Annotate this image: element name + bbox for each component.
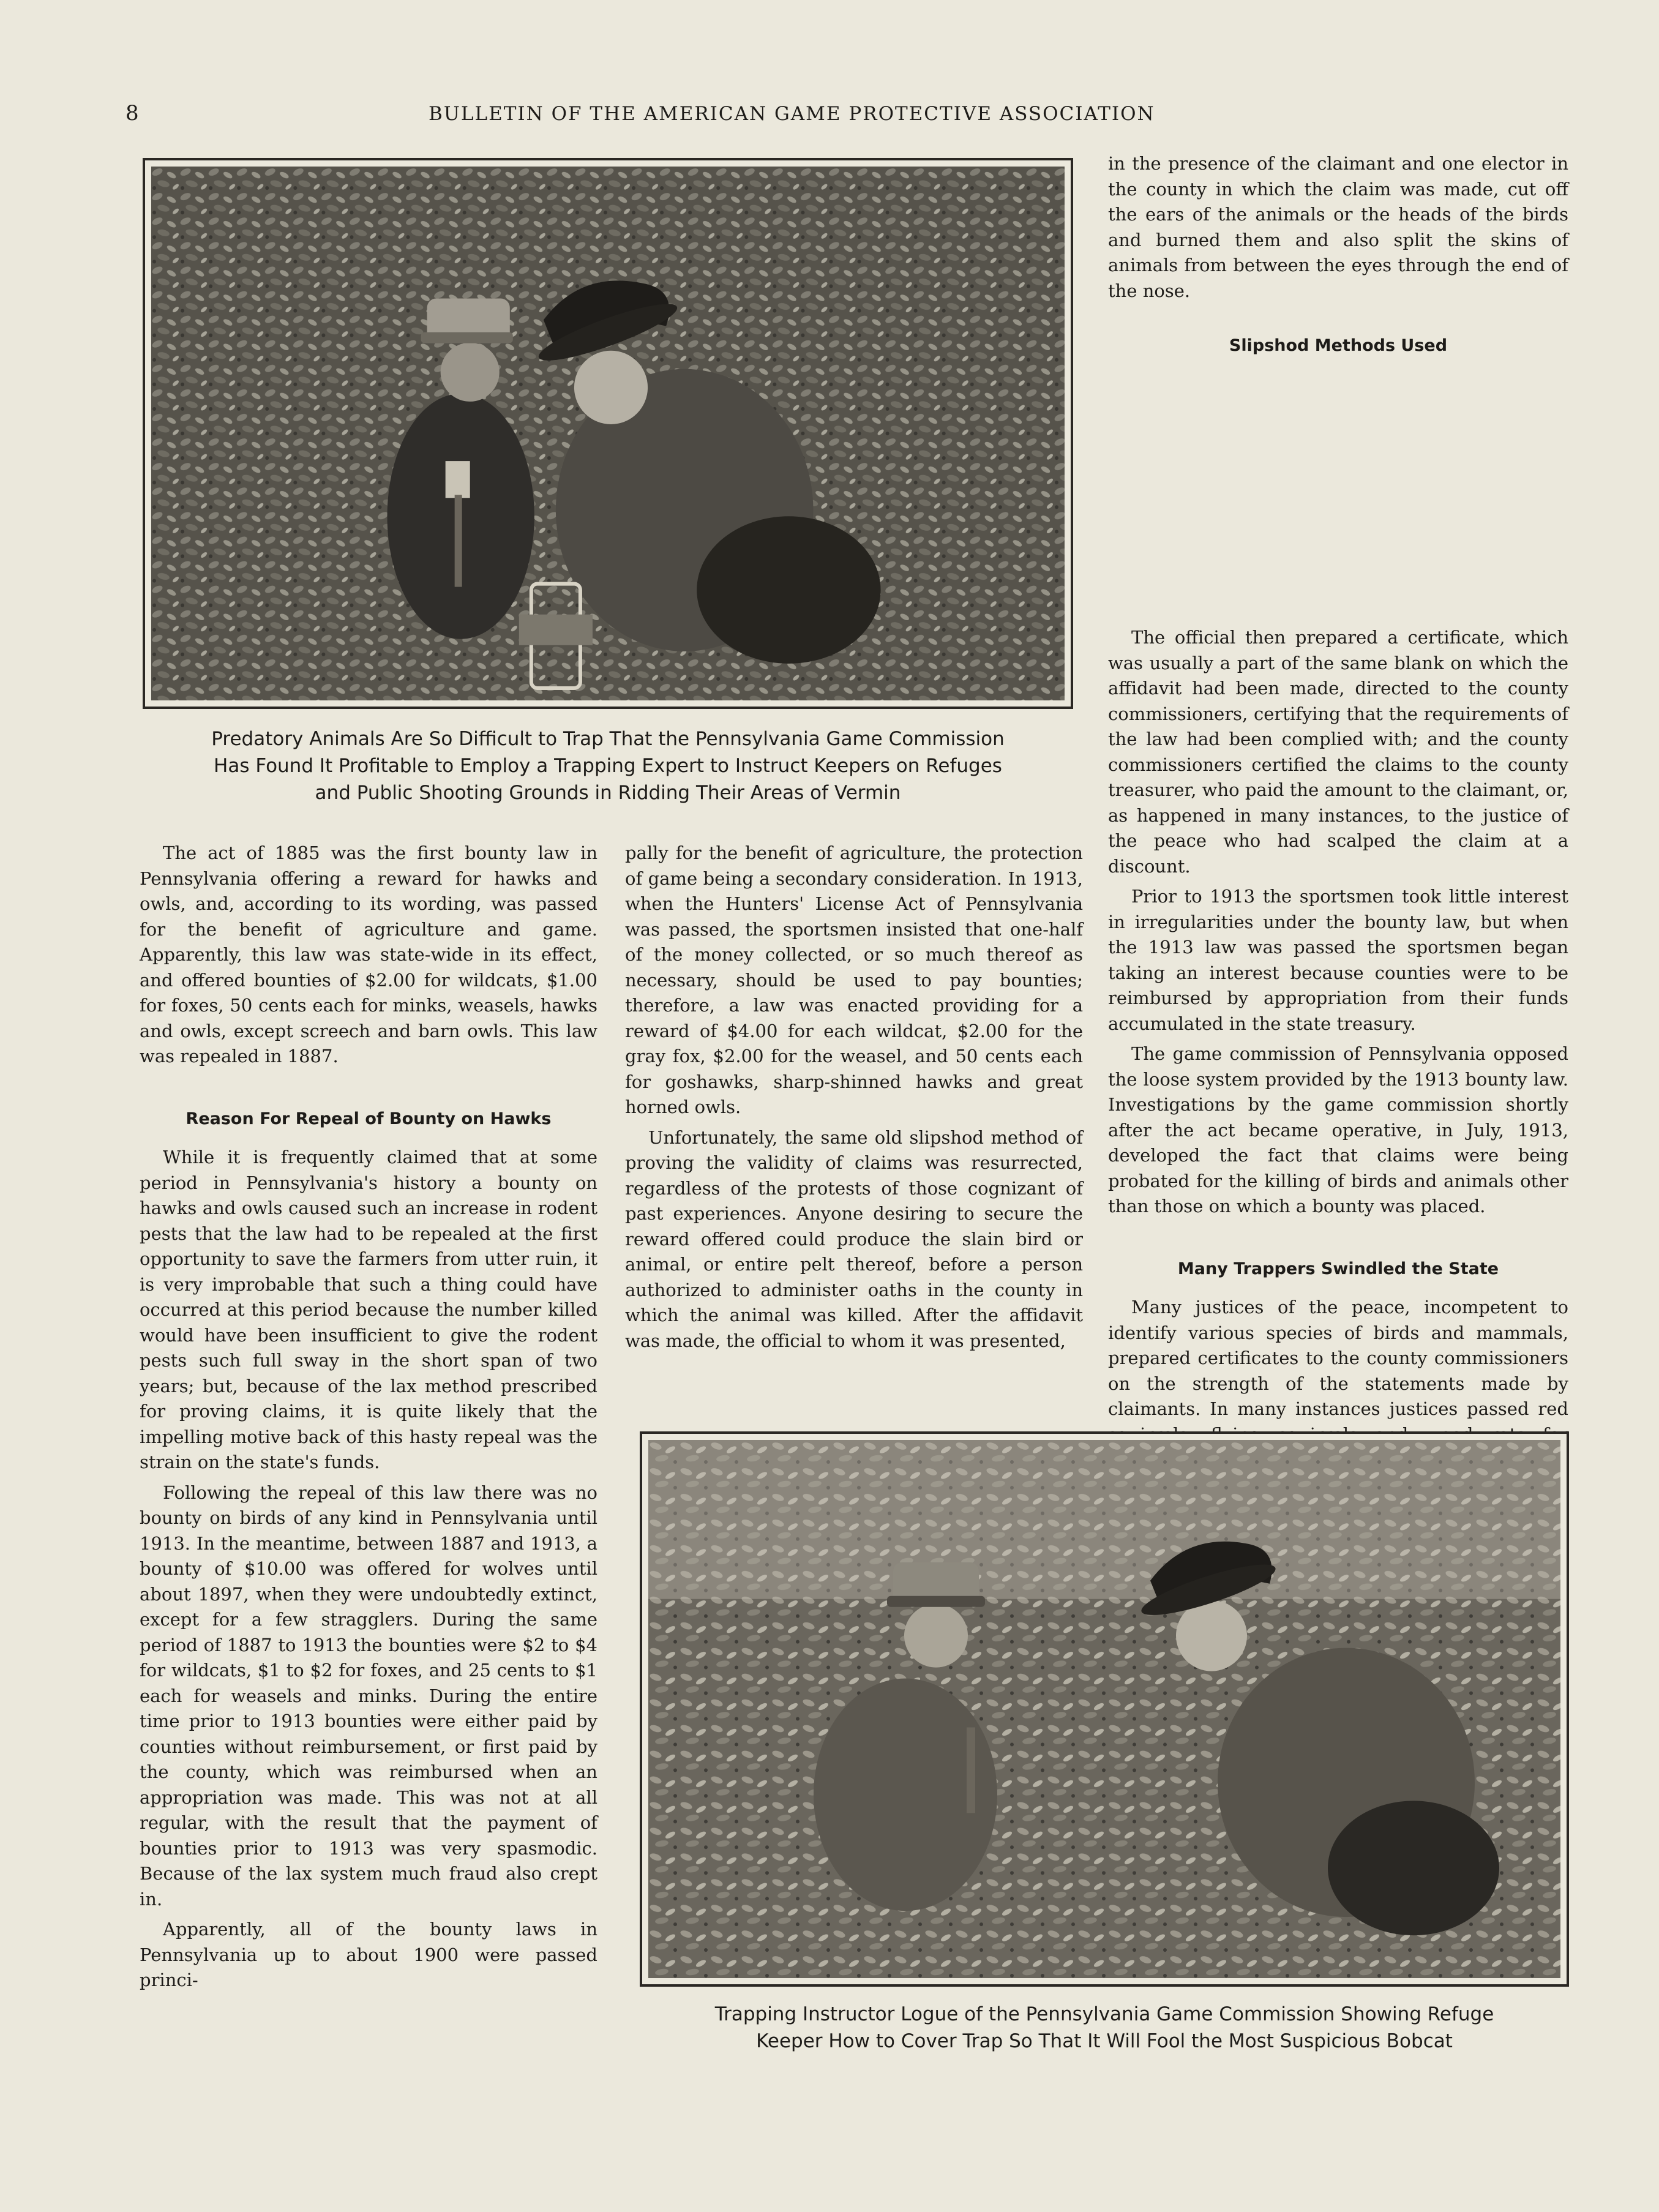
article-column-3-top [1108,151,1568,372]
article-column-3 [1108,625,1568,1554]
paragraph: Unfortunately, the same old slipshod method of proving the validity of claims was resurrected, regardless of the protests of those cognizant of past experiences. Anyone desiring to secure the reward offered could produce the slain bird or animal, or entire pelt thereof, before a person authorized to administer oaths in the county in which the animal was killed. After the affidavit was made, the official to whom it was presented, [625,1127,1083,1351]
page-number: 8 [125,101,139,126]
photo-trappers-top [143,158,1073,709]
caption-line: Trapping Instructor Logue of the Pennsylvania Game Commission Showing Refuge [714,2003,1494,2025]
paragraph: Apparently, all of the bounty laws in Pennsylvania up to about 1900 were passed princi- [140,1919,597,1990]
caption-line: Keeper How to Cover Trap So That It Will Fool the Most Suspicious Bobcat [756,2030,1453,2052]
photo-image [151,167,1065,700]
photo-image [648,1440,1560,1978]
caption-line: and Public Shooting Grounds in Ridding Their Areas of Vermin [315,782,901,804]
article-column-2 [625,841,1083,1359]
section-heading: Many Trappers Swindled the State [1177,1259,1499,1278]
paragraph: Many justices of the peace, incompetent to identify various species of birds and mammals, prepared certificates to the county commissioners on the strength of the statements made by claimants. In many instances justices passed red [1108,1297,1568,1419]
article-column-1 [140,841,597,1998]
figure-caption-top [143,725,1073,806]
paragraph: The game commission of Pennsylvania opposed the loose system provided by the 1913 bounty law. Investigations by the game commission shortly after the act became operative, in July, 1913, developed the fact that claims were being probated for the killing of birds and animals other than those on which a bounty was placed. [1108,1043,1568,1217]
running-title: BULLETIN OF THE AMERICAN GAME PROTECTIVE ASSOCIATION [429,103,1155,125]
paragraph: in the presence of the claimant and one elector in the county in which the claim was made, cut off the ears of the animals or the heads of the birds and burned them and also split the skins of animals from between the eyes through the end of the nose. [1108,153,1568,301]
section-heading: Slipshod Methods Used [1229,336,1448,355]
photo-trappers-bottom [640,1431,1569,1987]
figure-caption-bottom [637,2001,1572,2055]
caption-line: Has Found It Profitable to Employ a Trapping Expert to Instruct Keepers on Refuges [214,755,1002,777]
paragraph: The act of 1885 was the first bounty law in Pennsylvania offering a reward for hawks and owls, and, according to its wording, was passed for the benefit of agriculture and game. Apparently, this law was state-wide in its effect, and offered bounties of $2.00 for wildcats, $1.00 for foxes, 50 cents each for minks, weasels, hawks and owls, except screech and barn owls. This law was repealed in 1887. [140,842,597,1067]
section-heading: Reason For Repeal of Bounty on Hawks [185,1109,552,1128]
paragraph: While it is frequently claimed that at some period in Pennsylvania's history a bounty on hawks and owls caused such an increase in rodent pests that the law had to be repealed at the first opportunity to save the farmers from utter ruin, it is very improbable that such a thing could have occurred at this period because the number killed would have been insufficient to give the rodent pests such full sway in the short span of two years; but, because of the lax method prescribed for proving claims, it is quite likely that the impelling motive back of this hasty repeal was the strain on the state's funds. [140,1147,597,1472]
paragraph: Prior to 1913 the sportsmen took little interest in irregularities under the bounty law, but when the 1913 law was passed the sportsmen began taking an interest because counties were to be reimbursed by appropriation from their funds accumulated in the state treasury. [1108,886,1568,1034]
paragraph: The official then prepared a certificate, which was usually a part of the same blank on which the affidavit had been made, directed to the county commissioners, certifying that the requirements of the law had been complied with; and the county commissioners certified the claims to the county treasurer, who paid the amount to the claimant, or, as happened in many instances, to the justice of the peace who had scalped the claim at a discount. [1108,627,1568,877]
paragraph: pally for the benefit of agriculture, the protection of game being a secondary consideration. In 1913, when the Hunters' License Act of Pennsylvania was passed, the sportsmen insisted that one-half of the money collected, or so much thereof as necessary, should be used to pay bounties; therefore, a law was enacted providing for a reward of $4.00 for each wildcat, $2.00 for the gray fox, $2.00 for the weasel, and 50 cents each for goshawks, sharp-shinned hawks and great horned owls. [625,842,1083,1117]
caption-line: Predatory Animals Are So Difficult to Trap That the Pennsylvania Game Commission [211,728,1005,750]
paragraph: Following the repeal of this law there was no bounty on birds of any kind in Pennsylvania until 1913. In the meantime, between 1887 and 1913, a bounty of $10.00 was offered for wolves until about 1897, when they were undoubtedly extinct, except for a few stragglers. During the same period of 1887 to 1913 the bounties were $2 to $4 for wildcats, $1 to $2 for foxes, and 25 cents to $1 each for weasels and minks. During the entire time prior to 1913 bounties were either paid by counties without reimbursement, or first paid by the county, which was reimbursed when an appropriation was made. This was not at all regular, with the result that the payment of bounties prior to 1913 was very spasmodic. Because of the lax system much fraud also crept in. [140,1482,597,1910]
